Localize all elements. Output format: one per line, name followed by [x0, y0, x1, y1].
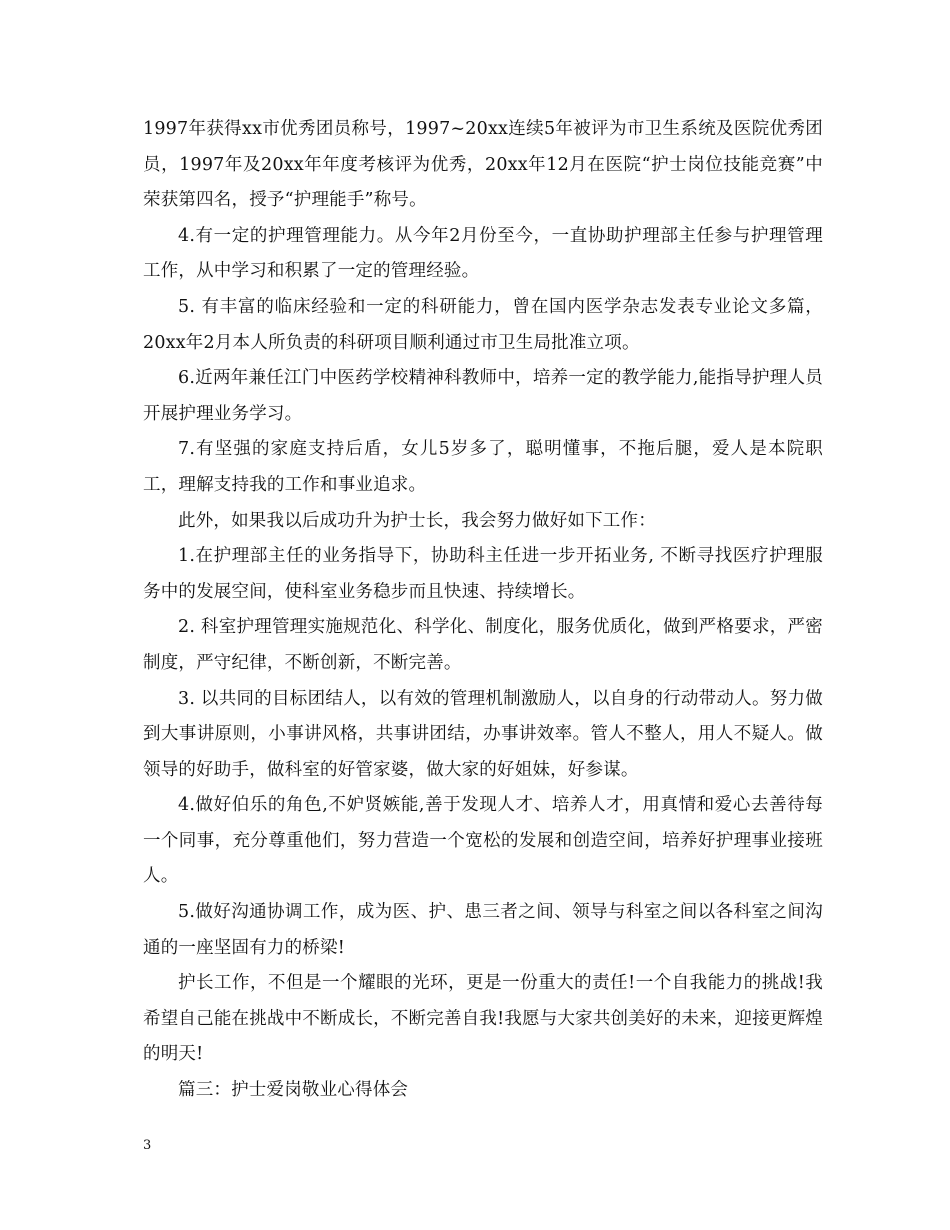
- paragraph-conclusion: 护长工作，不但是一个耀眼的光环，更是一份重大的责任!一个自我能力的挑战!我希望自己能在挑战中不断成长，不断完善自我!我愿与大家共创美好的未来，迎接更辉煌的明天!: [143, 973, 823, 1065]
- paragraph-item-4-management: 4.有一定的护理管理能力。从今年2月份至今，一直协助护理部主任参与护理管理工作，从中学习和积累了一定的管理经验。: [143, 225, 823, 282]
- section-heading: 篇三：护士爱岗敬业心得体会: [178, 1080, 409, 1101]
- page-number: 3: [143, 1138, 152, 1153]
- paragraph-item-5-research: 5. 有丰富的临床经验和一定的科研能力，曾在国内医学杂志发表专业论文多篇，20xx年2月本人所负责的科研项目顺利通过市卫生局批准立项。: [143, 296, 823, 353]
- paragraph-plan-1: 1.在护理部主任的业务指导下，协助科主任进一步开拓业务, 不断寻找医疗护理服务中的发展空间，使科室业务稳步而且快速、持续增长。: [143, 546, 823, 602]
- paragraph-plans-intro: 此外，如果我以后成功升为护士长，我会努力做好如下工作：: [178, 510, 656, 531]
- paragraph-plan-2: 2. 科室护理管理实施规范化、科学化、制度化，服务优质化，做到严格要求，严密制度，严守纪律，不断创新，不断完善。: [143, 617, 823, 673]
- paragraph-item-7-family: 7.有坚强的家庭支持后盾，女儿5岁多了，聪明懂事，不拖后腿，爱人是本院职工，理解支持我的工作和事业追求。: [143, 439, 823, 495]
- document-body: [143, 112, 823, 1109]
- paragraph-plan-5: 5.做好沟通协调工作，成为医、护、患三者之间、领导与科室之间以各科室之间沟通的一座坚固有力的桥梁!: [143, 902, 823, 958]
- paragraph-plan-3: 3. 以共同的目标团结人，以有效的管理机制激励人，以自身的行动带动人。努力做到大事讲原则，小事讲风格，共事讲团结，办事讲效率。管人不整人，用人不疑人。做领导的好助手，做科室的好管家婆，做大家的好姐妹，好参谋。: [143, 688, 823, 780]
- paragraph-awards: 1997年获得xx市优秀团员称号，1997~20xx连续5年被评为市卫生系统及医院优秀团员，1997年及20xx年年度考核评为优秀，20xx年12月在医院“护士岗位技能竞赛”中荣获第四名，授予“护理能手”称号。: [143, 119, 823, 211]
- paragraph-plan-4: 4.做好伯乐的角色,不妒贤嫉能,善于发现人才、培养人才，用真情和爱心去善待每一个同事，充分尊重他们，努力营造一个宽松的发展和创造空间，培养好护理事业接班人。: [143, 795, 823, 887]
- paragraph-item-6-teaching: 6.近两年兼任江门中医药学校精神科教师中，培养一定的教学能力,能指导护理人员开展护理业务学习。: [143, 368, 823, 424]
